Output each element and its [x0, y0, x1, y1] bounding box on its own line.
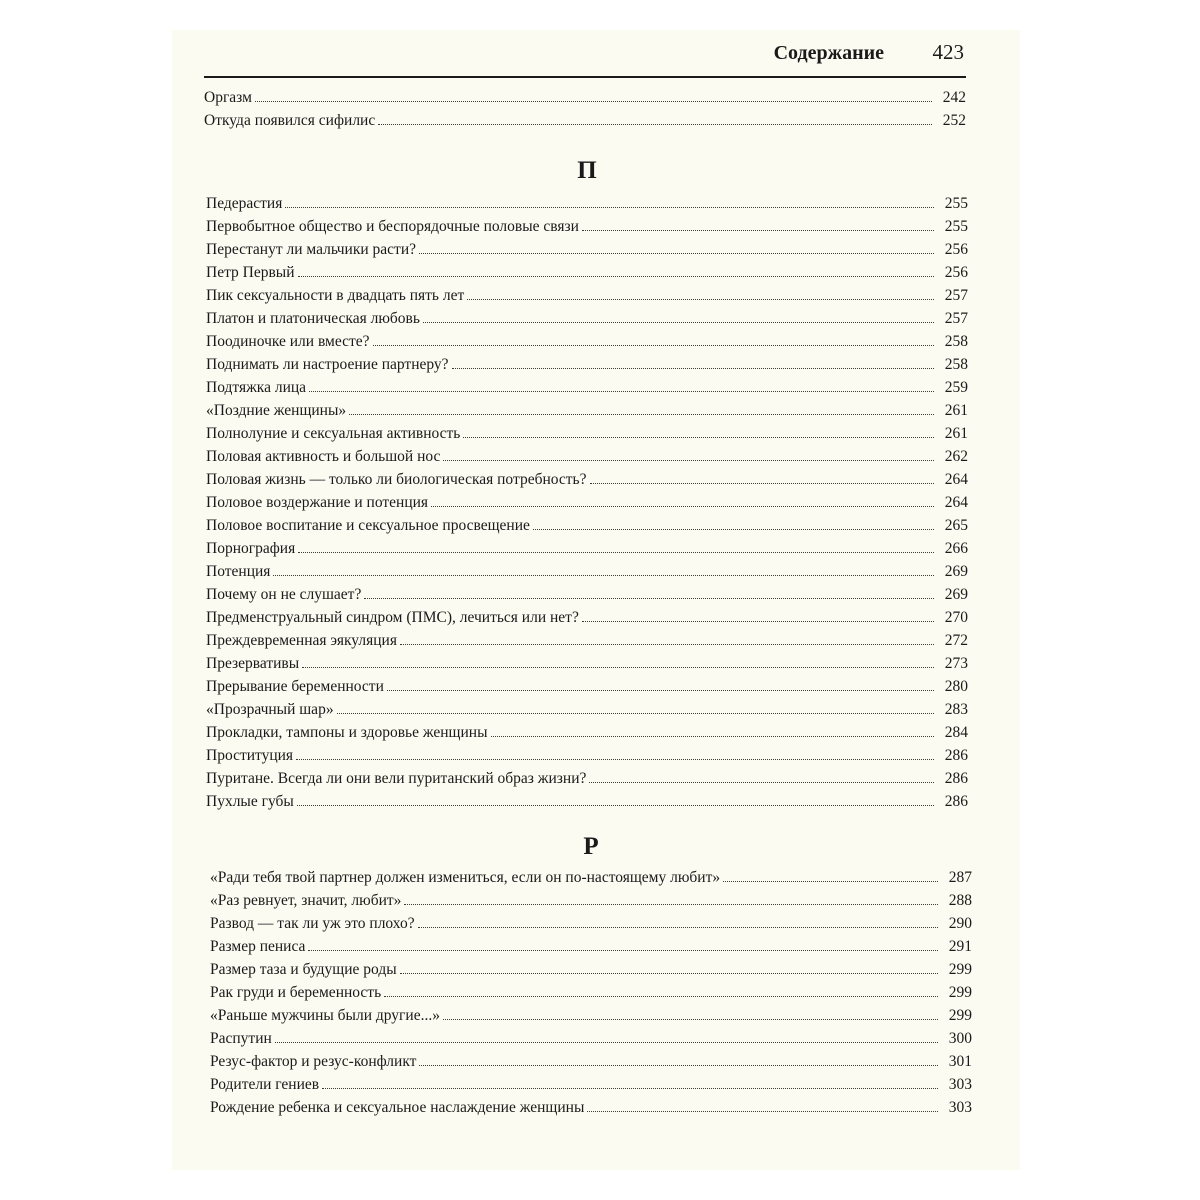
toc-entry-page: 265	[944, 517, 968, 534]
toc-entry-page: 255	[944, 218, 968, 235]
toc-entry-title: Половое воздержание и потенция	[206, 494, 429, 511]
dot-leader	[423, 322, 934, 323]
toc-entry	[210, 1004, 972, 1027]
toc-entry	[210, 866, 972, 889]
toc-entry-title: Почему он не слушает?	[206, 586, 362, 603]
toc-entry-page: 269	[944, 563, 968, 580]
toc-entry-title: Половое воспитание и сексуальное просвещение	[206, 517, 530, 534]
toc-section-r	[210, 830, 972, 1119]
dot-leader	[378, 124, 932, 125]
toc-entry-title: Порнография	[206, 540, 296, 557]
toc-entry-title: «Раньше мужчины были другие...»	[210, 1007, 440, 1024]
toc-entry-page: 303	[948, 1099, 972, 1116]
toc-entry-title: Половая активность и большой нос	[206, 448, 441, 465]
toc-entry	[206, 422, 968, 445]
toc-entry-page: 256	[944, 241, 968, 258]
toc-entry	[206, 652, 968, 675]
toc-entry-page: 257	[944, 310, 968, 327]
toc-entry	[206, 445, 968, 468]
toc-entry	[206, 606, 968, 629]
toc-entry-title: Резус-фактор и резус-конфликт	[210, 1053, 417, 1070]
toc-entry-page: 258	[944, 356, 968, 373]
toc-entry-title: Пуритане. Всегда ли они вели пуританский образ жизни?	[206, 770, 587, 787]
toc-entry-title: Родители гениев	[210, 1076, 320, 1093]
toc-entry-page: 303	[948, 1076, 972, 1093]
toc-entry-title: Половая жизнь — только ли биологическая потребность?	[206, 471, 587, 488]
toc-entry-title: Платон и платоническая любовь	[206, 310, 420, 327]
toc-entry-page: 291	[948, 938, 972, 955]
dot-leader	[590, 483, 935, 484]
toc-entry	[206, 376, 968, 399]
dot-leader	[364, 598, 934, 599]
running-header-title: Содержание	[773, 42, 884, 64]
toc-entry	[210, 1073, 972, 1096]
dot-leader	[273, 575, 934, 576]
toc-entry-page: 272	[944, 632, 968, 649]
toc-entry-title: Прокладки, тампоны и здоровье женщины	[206, 724, 488, 741]
toc-entry-page: 252	[942, 112, 966, 129]
toc-entry-page: 270	[944, 609, 968, 626]
dot-leader	[298, 276, 934, 277]
toc-entry-page: 242	[942, 89, 966, 106]
dot-leader	[587, 1111, 938, 1112]
toc-entry-page: 256	[944, 264, 968, 281]
toc-entry-title: Поодиночке или вместе?	[206, 333, 370, 350]
toc-entry	[210, 889, 972, 912]
toc-entry-title: Размер пениса	[210, 938, 306, 955]
dot-leader	[452, 368, 934, 369]
toc-section-p	[206, 154, 968, 813]
toc-entry-page: 259	[944, 379, 968, 396]
dot-leader	[443, 460, 934, 461]
dot-leader	[297, 805, 934, 806]
toc-entry-page: 269	[944, 586, 968, 603]
toc-entry-title: Пик сексуальности в двадцать пять лет	[206, 287, 465, 304]
toc-entry-title: Распутин	[210, 1030, 272, 1047]
toc-entry-title: Потенция	[206, 563, 271, 580]
toc-entry-title: Первобытное общество и беспорядочные половые связи	[206, 218, 579, 235]
dot-leader	[582, 621, 934, 622]
toc-entry	[210, 1027, 972, 1050]
dot-leader	[308, 950, 938, 951]
toc-entry	[206, 353, 968, 376]
dot-leader	[309, 391, 934, 392]
toc-entry-title: Прерывание беременности	[206, 678, 384, 695]
toc-entry-page: 264	[944, 471, 968, 488]
toc-entry	[210, 981, 972, 1004]
toc-entry-title: Преждевременная эякуляция	[206, 632, 397, 649]
dot-leader	[419, 253, 934, 254]
toc-entry-page: 283	[944, 701, 968, 718]
toc-entry-title: Петр Первый	[206, 264, 295, 281]
dot-leader	[723, 881, 938, 882]
toc-entry	[206, 261, 968, 284]
toc-section-o	[204, 86, 966, 132]
running-header	[204, 38, 966, 78]
dot-leader	[373, 345, 934, 346]
toc-entry-page: 299	[948, 1007, 972, 1024]
toc-entry	[206, 744, 968, 767]
dot-leader	[400, 644, 934, 645]
toc-entry-title: «Раз ревнует, значит, любит»	[210, 892, 402, 909]
dot-leader	[589, 782, 934, 783]
toc-entry	[206, 767, 968, 790]
toc-entry-title: Пухлые губы	[206, 793, 294, 810]
toc-entry	[204, 86, 966, 109]
toc-entry-page: 257	[944, 287, 968, 304]
dot-leader	[298, 552, 934, 553]
toc-entry	[206, 491, 968, 514]
toc-entry	[210, 912, 972, 935]
toc-entry	[206, 284, 968, 307]
toc-entry-page: 284	[944, 724, 968, 741]
toc-entry	[206, 399, 968, 422]
toc-entry	[206, 307, 968, 330]
section-letter-heading: Р	[583, 833, 599, 860]
toc-entry-title: Презервативы	[206, 655, 300, 672]
toc-entry-page: 286	[944, 770, 968, 787]
toc-entry-page: 286	[944, 793, 968, 810]
toc-entry	[210, 935, 972, 958]
toc-entry	[210, 958, 972, 981]
toc-entry-page: 301	[948, 1053, 972, 1070]
toc-entry-page: 288	[948, 892, 972, 909]
toc-entry-title: Предменструальный синдром (ПМС), лечиться или нет?	[206, 609, 579, 626]
toc-entry	[204, 109, 966, 132]
toc-entry-title: Размер таза и будущие роды	[210, 961, 397, 978]
dot-leader	[285, 207, 934, 208]
toc-entry-page: 299	[948, 961, 972, 978]
dot-leader	[302, 667, 934, 668]
toc-entry-page: 286	[944, 747, 968, 764]
dot-leader	[322, 1088, 938, 1089]
toc-entry	[210, 1050, 972, 1073]
dot-leader	[400, 973, 938, 974]
dot-leader	[349, 414, 934, 415]
toc-entry	[206, 583, 968, 606]
dot-leader	[275, 1042, 938, 1043]
toc-entry-title: Педерастия	[206, 195, 283, 212]
toc-entry-title: Откуда появился сифилис	[204, 112, 376, 129]
dot-leader	[491, 736, 935, 737]
toc-entry-page: 273	[944, 655, 968, 672]
toc-entry	[206, 721, 968, 744]
toc-entry-title: Перестанут ли мальчики расти?	[206, 241, 416, 258]
toc-entry	[206, 238, 968, 261]
toc-entry	[206, 560, 968, 583]
toc-entry-page: 266	[944, 540, 968, 557]
toc-entry-page: 264	[944, 494, 968, 511]
dot-leader	[384, 996, 938, 997]
dot-leader	[337, 713, 934, 714]
toc-entry	[206, 790, 968, 813]
toc-entry-title: «Ради тебя твой партнер должен измениться, если он по-настоящему любит»	[210, 869, 721, 886]
toc-entry-page: 299	[948, 984, 972, 1001]
dot-leader	[463, 437, 934, 438]
dot-leader	[418, 927, 938, 928]
toc-entry-title: «Поздние женщины»	[206, 402, 347, 419]
toc-entry	[206, 514, 968, 537]
toc-entry-page: 255	[944, 195, 968, 212]
toc-entry-page: 290	[948, 915, 972, 932]
toc-entry	[206, 537, 968, 560]
toc-entry	[206, 468, 968, 491]
dot-leader	[582, 230, 934, 231]
toc-entry	[206, 192, 968, 215]
toc-entry-title: Проституция	[206, 747, 294, 764]
dot-leader	[533, 529, 934, 530]
toc-entry-title: Рак груди и беременность	[210, 984, 382, 1001]
toc-entry-title: «Прозрачный шар»	[206, 701, 334, 718]
section-letter-heading: П	[577, 157, 597, 184]
toc-entry-page: 280	[944, 678, 968, 695]
toc-entry	[210, 1096, 972, 1119]
toc-entry	[206, 675, 968, 698]
toc-entry	[206, 330, 968, 353]
toc-entry-page: 258	[944, 333, 968, 350]
dot-leader	[443, 1019, 938, 1020]
dot-leader	[431, 506, 934, 507]
toc-entry-title: Подтяжка лица	[206, 379, 307, 396]
toc-entry	[206, 698, 968, 721]
dot-leader	[419, 1065, 938, 1066]
dot-leader	[467, 299, 934, 300]
page-number: 423	[932, 40, 964, 64]
toc-entry-page: 261	[944, 402, 968, 419]
toc-entry-title: Рождение ребенка и сексуальное наслаждение женщины	[210, 1099, 585, 1116]
toc-entry-title: Поднимать ли настроение партнеру?	[206, 356, 449, 373]
toc-entry-title: Развод — так ли уж это плохо?	[210, 915, 415, 932]
toc-entry-page: 261	[944, 425, 968, 442]
dot-leader	[296, 759, 934, 760]
toc-entry-page: 287	[948, 869, 972, 886]
toc-entry	[206, 215, 968, 238]
dot-leader	[387, 690, 934, 691]
dot-leader	[404, 904, 938, 905]
toc-entry-page: 262	[944, 448, 968, 465]
toc-entry-title: Полнолуние и сексуальная активность	[206, 425, 461, 442]
toc-entry	[206, 629, 968, 652]
toc-entry-page: 300	[948, 1030, 972, 1047]
toc-entry-title: Оргазм	[204, 89, 252, 106]
dot-leader	[255, 101, 932, 102]
